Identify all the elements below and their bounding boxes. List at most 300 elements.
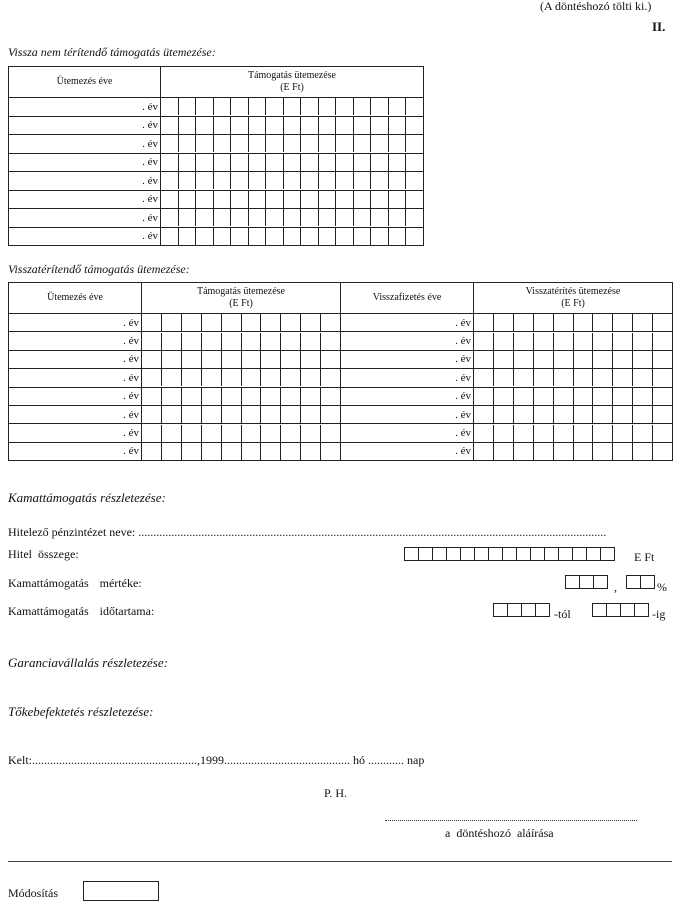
digit-box[interactable] bbox=[248, 135, 266, 152]
digit-box[interactable] bbox=[493, 369, 513, 386]
digit-box[interactable] bbox=[181, 351, 201, 368]
digit-box[interactable] bbox=[553, 406, 573, 423]
digit-box[interactable] bbox=[161, 351, 181, 368]
digit-box[interactable] bbox=[533, 333, 553, 350]
digit-box[interactable] bbox=[161, 172, 178, 189]
digit-box[interactable] bbox=[161, 314, 181, 331]
digit-box[interactable] bbox=[533, 406, 553, 423]
digit-box[interactable] bbox=[201, 369, 221, 386]
digit-box[interactable] bbox=[280, 388, 300, 405]
year-cell[interactable]: . év bbox=[9, 98, 161, 117]
digit-box[interactable] bbox=[388, 154, 406, 171]
digit-box[interactable] bbox=[533, 314, 553, 331]
digit-box[interactable] bbox=[230, 228, 248, 245]
digit-box[interactable] bbox=[221, 369, 241, 386]
digit-box[interactable] bbox=[553, 314, 573, 331]
digit-box[interactable] bbox=[318, 98, 336, 115]
digit-box[interactable] bbox=[161, 135, 178, 152]
digit-box[interactable] bbox=[388, 191, 406, 208]
digit-box[interactable] bbox=[388, 172, 406, 189]
digit-box[interactable] bbox=[181, 388, 201, 405]
digit-box[interactable] bbox=[592, 406, 612, 423]
digit-box[interactable] bbox=[606, 603, 621, 617]
digit-box[interactable] bbox=[265, 135, 283, 152]
repay-year-cell[interactable]: . év bbox=[341, 387, 474, 405]
amount-boxes[interactable] bbox=[161, 190, 424, 209]
digit-box[interactable] bbox=[241, 369, 261, 386]
digit-box[interactable] bbox=[474, 369, 493, 386]
digit-box[interactable] bbox=[474, 333, 493, 350]
digit-box[interactable] bbox=[300, 209, 318, 226]
digit-box[interactable] bbox=[632, 351, 652, 368]
year-cell[interactable]: . év bbox=[9, 442, 142, 460]
digit-box[interactable] bbox=[260, 388, 280, 405]
digit-box[interactable] bbox=[612, 351, 632, 368]
digit-box[interactable] bbox=[300, 314, 320, 331]
digit-box[interactable] bbox=[573, 406, 593, 423]
digit-box[interactable] bbox=[280, 314, 300, 331]
amount-boxes[interactable] bbox=[142, 332, 341, 350]
digit-box[interactable] bbox=[181, 369, 201, 386]
digit-box[interactable] bbox=[388, 135, 406, 152]
digit-box[interactable] bbox=[370, 98, 388, 115]
repay-amount-boxes[interactable] bbox=[474, 332, 673, 350]
digit-box[interactable] bbox=[533, 369, 553, 386]
digit-box[interactable] bbox=[370, 209, 388, 226]
year-cell[interactable]: . év bbox=[9, 172, 161, 191]
digit-box[interactable] bbox=[632, 406, 652, 423]
digit-box[interactable] bbox=[178, 154, 196, 171]
duration-from-boxes[interactable] bbox=[493, 603, 550, 617]
digit-box[interactable] bbox=[573, 425, 593, 442]
year-cell[interactable]: . év bbox=[9, 135, 161, 154]
amount-boxes[interactable] bbox=[161, 116, 424, 135]
repay-amount-boxes[interactable] bbox=[474, 387, 673, 405]
digit-box[interactable] bbox=[213, 98, 231, 115]
digit-box[interactable] bbox=[213, 228, 231, 245]
digit-box[interactable] bbox=[335, 135, 353, 152]
digit-box[interactable] bbox=[553, 351, 573, 368]
amount-boxes[interactable] bbox=[161, 227, 424, 246]
digit-box[interactable] bbox=[474, 406, 493, 423]
digit-box[interactable] bbox=[318, 191, 336, 208]
digit-box[interactable] bbox=[260, 443, 280, 460]
digit-box[interactable] bbox=[300, 369, 320, 386]
digit-box[interactable] bbox=[335, 228, 353, 245]
digit-box[interactable] bbox=[370, 117, 388, 134]
digit-box[interactable] bbox=[612, 425, 632, 442]
digit-box[interactable] bbox=[632, 333, 652, 350]
digit-box[interactable] bbox=[521, 603, 536, 617]
digit-box[interactable] bbox=[318, 117, 336, 134]
digit-box[interactable] bbox=[213, 135, 231, 152]
digit-box[interactable] bbox=[195, 172, 213, 189]
digit-box[interactable] bbox=[612, 314, 632, 331]
digit-box[interactable] bbox=[318, 135, 336, 152]
digit-box[interactable] bbox=[161, 443, 181, 460]
digit-box[interactable] bbox=[592, 369, 612, 386]
digit-box[interactable] bbox=[248, 154, 266, 171]
digit-box[interactable] bbox=[201, 351, 221, 368]
digit-box[interactable] bbox=[201, 314, 221, 331]
digit-box[interactable] bbox=[280, 406, 300, 423]
digit-box[interactable] bbox=[320, 369, 340, 386]
digit-box[interactable] bbox=[213, 117, 231, 134]
repay-amount-boxes[interactable] bbox=[474, 314, 673, 332]
amount-boxes[interactable] bbox=[142, 350, 341, 368]
digit-box[interactable] bbox=[553, 425, 573, 442]
digit-box[interactable] bbox=[300, 425, 320, 442]
amount-boxes[interactable] bbox=[161, 172, 424, 191]
digit-box[interactable] bbox=[535, 603, 550, 617]
digit-box[interactable] bbox=[201, 333, 221, 350]
digit-box[interactable] bbox=[161, 154, 178, 171]
digit-box[interactable] bbox=[241, 314, 261, 331]
digit-box[interactable] bbox=[181, 406, 201, 423]
digit-box[interactable] bbox=[181, 333, 201, 350]
digit-box[interactable] bbox=[161, 98, 178, 115]
digit-box[interactable] bbox=[260, 406, 280, 423]
digit-box[interactable] bbox=[221, 351, 241, 368]
digit-box[interactable] bbox=[573, 314, 593, 331]
digit-box[interactable] bbox=[513, 425, 533, 442]
digit-box[interactable] bbox=[530, 547, 545, 561]
digit-box[interactable] bbox=[265, 98, 283, 115]
digit-box[interactable] bbox=[634, 603, 649, 617]
digit-box[interactable] bbox=[280, 369, 300, 386]
digit-box[interactable] bbox=[612, 388, 632, 405]
digit-box[interactable] bbox=[265, 172, 283, 189]
digit-box[interactable] bbox=[178, 117, 196, 134]
digit-box[interactable] bbox=[230, 191, 248, 208]
digit-box[interactable] bbox=[283, 135, 301, 152]
digit-box[interactable] bbox=[592, 333, 612, 350]
digit-box[interactable] bbox=[353, 228, 371, 245]
digit-box[interactable] bbox=[161, 388, 181, 405]
digit-box[interactable] bbox=[241, 333, 261, 350]
repay-year-cell[interactable]: . év bbox=[341, 405, 474, 423]
digit-box[interactable] bbox=[388, 228, 406, 245]
digit-box[interactable] bbox=[579, 575, 594, 589]
digit-box[interactable] bbox=[320, 406, 340, 423]
digit-box[interactable] bbox=[178, 135, 196, 152]
year-cell[interactable]: . év bbox=[9, 405, 142, 423]
digit-box[interactable] bbox=[161, 228, 178, 245]
digit-box[interactable] bbox=[318, 228, 336, 245]
digit-box[interactable] bbox=[573, 333, 593, 350]
digit-box[interactable] bbox=[241, 406, 261, 423]
digit-box[interactable] bbox=[474, 351, 493, 368]
digit-box[interactable] bbox=[142, 406, 161, 423]
digit-box[interactable] bbox=[300, 191, 318, 208]
digit-box[interactable] bbox=[493, 388, 513, 405]
digit-box[interactable] bbox=[161, 209, 178, 226]
digit-box[interactable] bbox=[553, 369, 573, 386]
digit-box[interactable] bbox=[320, 425, 340, 442]
digit-box[interactable] bbox=[652, 333, 672, 350]
digit-box[interactable] bbox=[320, 314, 340, 331]
digit-box[interactable] bbox=[248, 98, 266, 115]
digit-box[interactable] bbox=[502, 547, 517, 561]
digit-box[interactable] bbox=[195, 209, 213, 226]
digit-box[interactable] bbox=[493, 406, 513, 423]
digit-box[interactable] bbox=[221, 314, 241, 331]
digit-box[interactable] bbox=[280, 351, 300, 368]
digit-box[interactable] bbox=[230, 98, 248, 115]
rate-int-boxes[interactable] bbox=[565, 575, 608, 589]
digit-box[interactable] bbox=[181, 425, 201, 442]
digit-box[interactable] bbox=[632, 369, 652, 386]
digit-box[interactable] bbox=[632, 388, 652, 405]
digit-box[interactable] bbox=[493, 351, 513, 368]
digit-box[interactable] bbox=[652, 314, 672, 331]
digit-box[interactable] bbox=[513, 369, 533, 386]
digit-box[interactable] bbox=[353, 117, 371, 134]
digit-box[interactable] bbox=[652, 443, 672, 460]
digit-box[interactable] bbox=[221, 333, 241, 350]
digit-box[interactable] bbox=[353, 191, 371, 208]
year-cell[interactable]: . év bbox=[9, 153, 161, 172]
digit-box[interactable] bbox=[612, 333, 632, 350]
digit-box[interactable] bbox=[142, 351, 161, 368]
digit-box[interactable] bbox=[221, 406, 241, 423]
digit-box[interactable] bbox=[474, 388, 493, 405]
digit-box[interactable] bbox=[612, 443, 632, 460]
digit-box[interactable] bbox=[632, 425, 652, 442]
digit-box[interactable] bbox=[280, 425, 300, 442]
digit-box[interactable] bbox=[213, 191, 231, 208]
digit-box[interactable] bbox=[418, 547, 433, 561]
digit-box[interactable] bbox=[565, 575, 580, 589]
digit-box[interactable] bbox=[178, 209, 196, 226]
year-cell[interactable]: . év bbox=[9, 314, 142, 332]
digit-box[interactable] bbox=[248, 228, 266, 245]
digit-box[interactable] bbox=[260, 425, 280, 442]
digit-box[interactable] bbox=[600, 547, 615, 561]
digit-box[interactable] bbox=[553, 333, 573, 350]
amount-boxes[interactable] bbox=[142, 314, 341, 332]
digit-box[interactable] bbox=[283, 154, 301, 171]
digit-box[interactable] bbox=[335, 191, 353, 208]
digit-box[interactable] bbox=[161, 191, 178, 208]
digit-box[interactable] bbox=[230, 154, 248, 171]
digit-box[interactable] bbox=[230, 172, 248, 189]
digit-box[interactable] bbox=[388, 98, 406, 115]
digit-box[interactable] bbox=[221, 388, 241, 405]
loan-amount-boxes[interactable] bbox=[404, 547, 615, 561]
digit-box[interactable] bbox=[300, 154, 318, 171]
digit-box[interactable] bbox=[178, 191, 196, 208]
digit-box[interactable] bbox=[573, 369, 593, 386]
digit-box[interactable] bbox=[300, 117, 318, 134]
digit-box[interactable] bbox=[353, 209, 371, 226]
digit-box[interactable] bbox=[533, 388, 553, 405]
year-cell[interactable]: . év bbox=[9, 227, 161, 246]
digit-box[interactable] bbox=[474, 425, 493, 442]
digit-box[interactable] bbox=[265, 191, 283, 208]
repay-year-cell[interactable]: . év bbox=[341, 424, 474, 442]
amount-boxes[interactable] bbox=[142, 442, 341, 460]
digit-box[interactable] bbox=[161, 406, 181, 423]
amount-boxes[interactable] bbox=[142, 369, 341, 387]
digit-box[interactable] bbox=[405, 117, 423, 134]
digit-box[interactable] bbox=[620, 603, 635, 617]
digit-box[interactable] bbox=[353, 172, 371, 189]
digit-box[interactable] bbox=[178, 98, 196, 115]
digit-box[interactable] bbox=[370, 191, 388, 208]
digit-box[interactable] bbox=[405, 191, 423, 208]
digit-box[interactable] bbox=[195, 98, 213, 115]
digit-box[interactable] bbox=[513, 388, 533, 405]
digit-box[interactable] bbox=[300, 98, 318, 115]
digit-box[interactable] bbox=[283, 228, 301, 245]
digit-box[interactable] bbox=[460, 547, 475, 561]
digit-box[interactable] bbox=[283, 191, 301, 208]
rate-dec-boxes[interactable] bbox=[626, 575, 655, 589]
digit-box[interactable] bbox=[300, 443, 320, 460]
digit-box[interactable] bbox=[195, 154, 213, 171]
digit-box[interactable] bbox=[300, 388, 320, 405]
digit-box[interactable] bbox=[404, 547, 419, 561]
repay-amount-boxes[interactable] bbox=[474, 350, 673, 368]
digit-box[interactable] bbox=[318, 154, 336, 171]
digit-box[interactable] bbox=[474, 443, 493, 460]
repay-year-cell[interactable]: . év bbox=[341, 350, 474, 368]
digit-box[interactable] bbox=[626, 575, 641, 589]
digit-box[interactable] bbox=[230, 117, 248, 134]
digit-box[interactable] bbox=[142, 388, 161, 405]
digit-box[interactable] bbox=[142, 369, 161, 386]
digit-box[interactable] bbox=[142, 443, 161, 460]
digit-box[interactable] bbox=[474, 547, 489, 561]
digit-box[interactable] bbox=[533, 351, 553, 368]
digit-box[interactable] bbox=[493, 443, 513, 460]
digit-box[interactable] bbox=[533, 443, 553, 460]
digit-box[interactable] bbox=[283, 172, 301, 189]
digit-box[interactable] bbox=[592, 425, 612, 442]
digit-box[interactable] bbox=[573, 351, 593, 368]
digit-box[interactable] bbox=[195, 228, 213, 245]
digit-box[interactable] bbox=[260, 351, 280, 368]
digit-box[interactable] bbox=[318, 172, 336, 189]
digit-box[interactable] bbox=[370, 172, 388, 189]
digit-box[interactable] bbox=[370, 135, 388, 152]
duration-to-boxes[interactable] bbox=[592, 603, 649, 617]
digit-box[interactable] bbox=[513, 406, 533, 423]
digit-box[interactable] bbox=[300, 228, 318, 245]
digit-box[interactable] bbox=[248, 209, 266, 226]
digit-box[interactable] bbox=[652, 425, 672, 442]
digit-box[interactable] bbox=[248, 172, 266, 189]
digit-box[interactable] bbox=[178, 228, 196, 245]
digit-box[interactable] bbox=[161, 369, 181, 386]
digit-box[interactable] bbox=[260, 333, 280, 350]
digit-box[interactable] bbox=[248, 117, 266, 134]
digit-box[interactable] bbox=[432, 547, 447, 561]
digit-box[interactable] bbox=[652, 369, 672, 386]
digit-box[interactable] bbox=[572, 547, 587, 561]
digit-box[interactable] bbox=[593, 575, 608, 589]
digit-box[interactable] bbox=[513, 314, 533, 331]
digit-box[interactable] bbox=[507, 603, 522, 617]
digit-box[interactable] bbox=[405, 228, 423, 245]
repay-year-cell[interactable]: . év bbox=[341, 314, 474, 332]
digit-box[interactable] bbox=[201, 425, 221, 442]
digit-box[interactable] bbox=[513, 351, 533, 368]
digit-box[interactable] bbox=[493, 603, 508, 617]
digit-box[interactable] bbox=[142, 333, 161, 350]
amount-boxes[interactable] bbox=[161, 98, 424, 117]
digit-box[interactable] bbox=[300, 135, 318, 152]
digit-box[interactable] bbox=[353, 98, 371, 115]
modification-box[interactable] bbox=[83, 881, 159, 901]
digit-box[interactable] bbox=[161, 425, 181, 442]
digit-box[interactable] bbox=[553, 443, 573, 460]
digit-box[interactable] bbox=[241, 388, 261, 405]
repay-amount-boxes[interactable] bbox=[474, 369, 673, 387]
digit-box[interactable] bbox=[320, 443, 340, 460]
digit-box[interactable] bbox=[181, 443, 201, 460]
digit-box[interactable] bbox=[405, 209, 423, 226]
digit-box[interactable] bbox=[195, 135, 213, 152]
digit-box[interactable] bbox=[370, 154, 388, 171]
digit-box[interactable] bbox=[320, 388, 340, 405]
digit-box[interactable] bbox=[446, 547, 461, 561]
digit-box[interactable] bbox=[533, 425, 553, 442]
amount-boxes[interactable] bbox=[142, 405, 341, 423]
digit-box[interactable] bbox=[300, 333, 320, 350]
digit-box[interactable] bbox=[280, 333, 300, 350]
digit-box[interactable] bbox=[493, 425, 513, 442]
digit-box[interactable] bbox=[201, 443, 221, 460]
digit-box[interactable] bbox=[320, 333, 340, 350]
digit-box[interactable] bbox=[592, 314, 612, 331]
signature-line[interactable] bbox=[385, 820, 637, 821]
digit-box[interactable] bbox=[640, 575, 655, 589]
digit-box[interactable] bbox=[265, 154, 283, 171]
digit-box[interactable] bbox=[652, 351, 672, 368]
digit-box[interactable] bbox=[513, 333, 533, 350]
amount-boxes[interactable] bbox=[142, 424, 341, 442]
digit-box[interactable] bbox=[370, 228, 388, 245]
digit-box[interactable] bbox=[142, 425, 161, 442]
lender-field[interactable]: Hitelező pénzintézet neve: ............................................................................................................................................................ bbox=[8, 525, 607, 539]
digit-box[interactable] bbox=[283, 209, 301, 226]
digit-box[interactable] bbox=[558, 547, 573, 561]
digit-box[interactable] bbox=[260, 314, 280, 331]
digit-box[interactable] bbox=[573, 443, 593, 460]
digit-box[interactable] bbox=[300, 406, 320, 423]
digit-box[interactable] bbox=[493, 314, 513, 331]
digit-box[interactable] bbox=[221, 425, 241, 442]
digit-box[interactable] bbox=[488, 547, 503, 561]
digit-box[interactable] bbox=[248, 191, 266, 208]
digit-box[interactable] bbox=[213, 172, 231, 189]
digit-box[interactable] bbox=[260, 369, 280, 386]
date-line[interactable]: Kelt:.......................................................,1999.......................................... hó ............ nap bbox=[8, 753, 425, 767]
repay-year-cell[interactable]: . év bbox=[341, 369, 474, 387]
digit-box[interactable] bbox=[201, 406, 221, 423]
repay-amount-boxes[interactable] bbox=[474, 424, 673, 442]
digit-box[interactable] bbox=[405, 154, 423, 171]
digit-box[interactable] bbox=[544, 547, 559, 561]
digit-box[interactable] bbox=[181, 314, 201, 331]
digit-box[interactable] bbox=[241, 443, 261, 460]
digit-box[interactable] bbox=[573, 388, 593, 405]
year-cell[interactable]: . év bbox=[9, 209, 161, 228]
digit-box[interactable] bbox=[612, 369, 632, 386]
digit-box[interactable] bbox=[353, 154, 371, 171]
